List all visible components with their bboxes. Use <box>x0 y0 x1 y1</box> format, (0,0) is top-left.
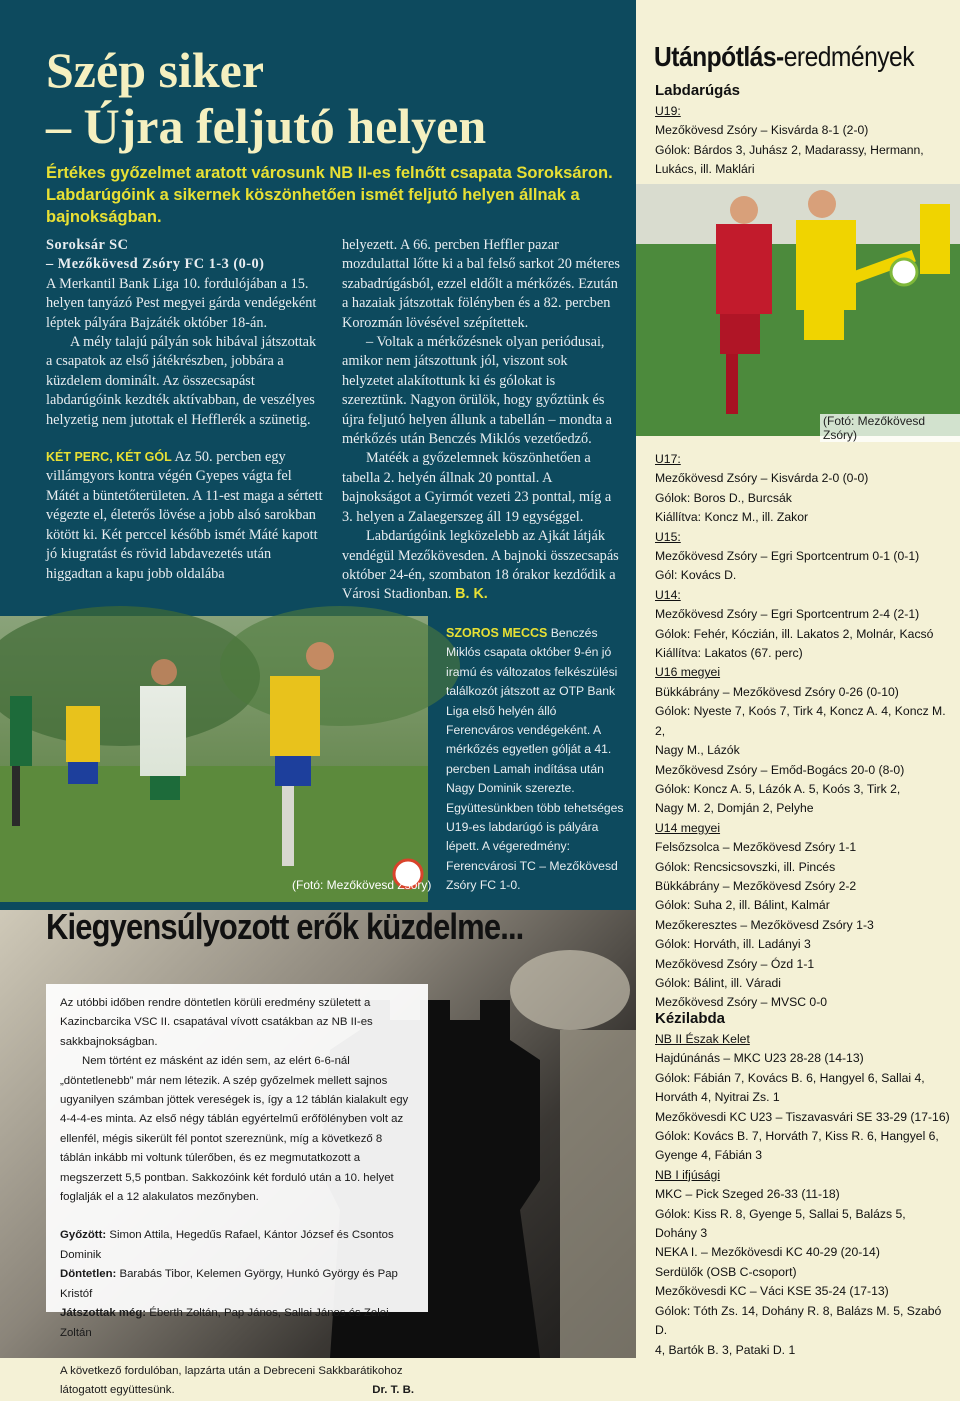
football-result-line: Gólok: Horváth, ill. Ladányi 3 <box>655 937 811 952</box>
chess-draw-label: Döntetlen: <box>60 1268 117 1281</box>
chess-played-label: Játszottak még: <box>60 1307 147 1320</box>
article-column-2 <box>342 236 622 605</box>
chess-paragraph-2: Nem történt ez másként az idén sem, az elért 6-6-nál „döntetlenebb” már nem létezik. A szép győzelmek mellett sajnos ugyanilyen számban jöttek vereségek is, így a 12 táblán kialakult egy 4-4-4-es minta. Az első négy táblán egyértelmű erőfölényben volt az ellenfél, mégis sikerült fél pontot szereznünk, míg a következő 8 táblán inkább mi voltunk túlerőben, és ez megmutatkozott a megszerzett 5,5 pontban. Sakkozóink két forduló után a 10. helyet foglalják el a 12 alakulatos mezőnyben. <box>60 1055 409 1204</box>
handball-result-line: Gólok: Kovács B. 7, Horváth 7, Kiss R. 6, Hangyel 6, <box>655 1129 939 1144</box>
football-category-label: U14: <box>655 587 681 602</box>
football-result-line: Nagy M., Lázók <box>655 743 740 758</box>
football-result-line: Kiállítva: Lakatos (67. perc) <box>655 646 803 661</box>
title-line-2: – Újra feljutó helyen <box>46 98 487 154</box>
football-result-line: Mezőkövesd Zsóry – MVSC 0-0 <box>655 995 828 1010</box>
chess-draw <box>60 1265 414 1304</box>
handball-result-line: Gólok: Tóth Zs. 14, Dohány R. 8, Balázs M. 5, Szabó D. <box>655 1303 942 1338</box>
handball-result-line: 4, Bartók B. 3, Pataki D. 1 <box>655 1342 796 1357</box>
football-result-line: Nagy M. 2, Domján 2, Pelyhe <box>655 801 814 816</box>
box-kicker: SZOROS MECCS <box>446 626 548 640</box>
football-result-line: Gólok: Boros D., Burcsák <box>655 490 792 505</box>
chess-title: Kiegyensúlyozott erők küzdelme... <box>46 906 524 947</box>
football-match-photo <box>0 616 428 902</box>
handball-result-line: Serdülők (OSB C-csoport) <box>655 1264 797 1279</box>
football-result-line: Mezőkövesd Zsóry – Egri Sportcentrum 2-4 (2-1) <box>655 607 920 622</box>
football-result-line: Mezőkövesd Zsóry – Kisvárda 2-0 (0-0) <box>655 471 869 486</box>
title-line-1: Szép siker <box>46 42 265 98</box>
handball-results-list <box>655 1008 950 1360</box>
football-photo-illustration <box>0 616 428 902</box>
chess-paragraph-3 <box>60 1362 414 1401</box>
paragraph-7-text: Labdarúgóink legközelebb az Ajkát látják vendégül Mezőkövesden. A bajnoki összecsapás október 24-én, szombaton 18 órakor kezdődik a Városi Stadionban. <box>342 528 619 603</box>
football-category-label: U14 megyei <box>655 820 721 835</box>
handball-result-line: MKC – Pick Szeged 26-33 (11-18) <box>655 1187 840 1202</box>
football-result-line: Mezőkövesd Zsóry – Egri Sportcentrum 0-1 (0-1) <box>655 549 920 564</box>
box-text: Benczés Miklós csapata október 9-én jó iramú és változatos felkészülési találkozót játszott az OTP Bank Liga első helyén álló Ferencváros vendégeként. A mérkőzés egyetlen gólját a 41. percben Lamah indítása után Nagy Dominik szerezte. Együttesünkben több tehetséges U19-es labdarúgó is pályára lépett. A végeredmény: Ferencvárosi TC – Mezőkövesd Zsóry FC 1-0. <box>446 626 624 893</box>
article-column-1 <box>46 236 326 584</box>
football-result-line: Gól: Kovács D. <box>655 568 737 583</box>
sidebar-title-rest: eredmények <box>783 41 915 72</box>
football-result-line: Gólok: Bálint, ill. Váradi <box>655 975 781 990</box>
football-result-line: Bükkábrány – Mezőkövesd Zsóry 0-26 (0-10) <box>655 684 899 699</box>
football-result-line: Mezőkövesd Zsóry – Emőd-Bogács 20-0 (8-0) <box>655 762 905 777</box>
football-result-line: Gólok: Koncz A. 5, Lázók A. 5, Koós 3, Tirk 2, <box>655 781 901 796</box>
chess-played <box>60 1304 414 1343</box>
youth-football-photo <box>636 184 960 436</box>
chess-article-box <box>46 984 428 1397</box>
chess-piece-white-icon <box>510 950 630 1030</box>
match-score: – Mezőkövesd Zsóry FC 1-3 (0-0) <box>46 256 265 273</box>
football-category-label: U16 megyei <box>655 665 721 680</box>
sidebar-title <box>654 40 914 74</box>
paragraph-1: A Merkantil Bank Liga 10. fordulójában a 15. helyen tanyázó Pest megyei gárda vendégeként léptek pályára Bajzáték október 18-án. <box>46 275 317 331</box>
football-result-line: Gólok: Rencsicsovszki, ill. Pincés <box>655 859 836 874</box>
football-category-label: U17: <box>655 452 681 466</box>
chess-won <box>60 1226 414 1265</box>
u19-line-1: Mezőkövesd Zsóry – Kisvárda 8-1 (2-0) <box>655 123 869 138</box>
chess-signature: Dr. T. B. <box>372 1384 414 1397</box>
youth-photo-caption: (Fotó: Mezőkövesd Zsóry) <box>820 414 960 442</box>
u19-line-3: Lukács, ill. Maklári <box>655 162 755 177</box>
chess-played-names: Éberth Zoltán, Pap János, Sallai János és Zelei Zoltán <box>60 1307 389 1339</box>
chess-won-names: Simon Attila, Hegedűs Rafael, Kántor József és Csontos Dominik <box>60 1229 394 1261</box>
chess-paragraph-3-text: A következő fordulóban, lapzárta után a Debreceni Sakkbarátikohoz látogatott együttesünk. <box>60 1364 403 1397</box>
paragraph-4: helyezett. A 66. percben Heffler pazar mozdulattal lőtte ki a bal felső sarkot 20 méteres szabadrúgásból, ezzel eldőlt a mérkőzés. Ezután a hazaiak játszottak fölényben és a 82. percben Korozmán lövésével szépítettek. <box>342 237 620 331</box>
football-category-label: U15: <box>655 529 681 544</box>
youth-photo-illustration <box>636 184 960 436</box>
handball-result-line: Mezőkövesdi KC U23 – Tiszavasvári SE 33-29 (17-16) <box>655 1109 950 1124</box>
handball-heading: Kézilabda <box>655 1010 726 1027</box>
ball-icon <box>891 259 917 285</box>
football-result-line: Mezőkeresztes – Mezőkövesd Zsóry 1-3 <box>655 917 874 932</box>
football-result-line: Gólok: Fehér, Kóczián, ill. Lakatos 2, Molnár, Kacsó <box>655 626 934 641</box>
photo-caption: (Fotó: Mezőkövesd Zsóry) <box>292 878 432 892</box>
handball-result-line: Gólok: Fábián 7, Kovács B. 6, Hangyel 6, Sallai 4, <box>655 1070 925 1085</box>
football-result-line: Gólok: Nyeste 7, Koós 7, Tirk 4, Koncz A. 4, Koncz M. 2, <box>655 704 946 738</box>
match-home: Soroksár SC <box>46 237 129 253</box>
football-result-line: Felsőzsolca – Mezőkövesd Zsóry 1-1 <box>655 840 857 855</box>
handball-result-line: Hajdúnánás – MKC U23 28-28 (14-13) <box>655 1051 864 1066</box>
handball-result-line: Gólok: Kiss R. 8, Gyenge 5, Sallai 5, Balázs 5, Dohány 3 <box>655 1206 906 1241</box>
football-results-list <box>655 450 950 1013</box>
handball-result-line: Mezőkövesdi KC – Váci KSE 35-24 (17-13) <box>655 1284 889 1299</box>
football-u19-block <box>655 80 950 180</box>
handball-category-label: NB I ifjúsági <box>655 1167 721 1182</box>
paragraph-3 <box>46 448 326 584</box>
sidebar-title-bold: Utánpótlás- <box>654 41 784 72</box>
handball-result-line: Horváth 4, Nyitrai Zs. 1 <box>655 1090 780 1105</box>
u19-label: U19: <box>655 104 681 118</box>
football-heading: Labdarúgás <box>655 82 741 99</box>
handball-result-line: Gyenge 4, Fábián 3 <box>655 1148 763 1163</box>
side-box-szoros-meccs <box>446 624 626 896</box>
chess-paragraph-1: Az utóbbi időben rendre döntetlen körüli eredmény született a Kazincbarcika VSC II. csapatával vívott csatákban az NB II-es sakkbajnokságban. <box>60 997 373 1048</box>
u19-line-2: Gólok: Bárdos 3, Juhász 2, Madarassy, Hermann, <box>655 142 924 157</box>
football-result-line: Kiállítva: Koncz M., ill. Zakor <box>655 510 809 525</box>
player-yellow-right <box>920 204 950 274</box>
football-result-line: Mezőkövesd Zsóry – Ózd 1-1 <box>655 956 815 971</box>
match-header <box>46 236 326 275</box>
paragraph-6: Matéék a győzelemnek köszönhetően a tabella 2. helyén állnak 20 ponttal. A bajnokságot a Gyirmót vezeti 23 ponttal, míg a 3. helyen a Zalaegerszeg áll 19 egységgel. <box>342 450 612 525</box>
football-result-line: Gólok: Suha 2, ill. Bálint, Kalmár <box>655 898 830 913</box>
player-yellow-left <box>66 706 100 784</box>
kicker-ket-perc: KÉT PERC, KÉT GÓL <box>46 450 172 465</box>
paragraph-7 <box>342 527 622 605</box>
handball-category-label: NB II Észak Kelet <box>655 1032 750 1046</box>
handball-result-line: NEKA I. – Mezőkövesdi KC 40-29 (20-14) <box>655 1245 880 1260</box>
chess-draw-names: Barabás Tibor, Kelemen György, Hunkó György és Pap Kristóf <box>60 1268 398 1300</box>
football-result-line: Bükkábrány – Mezőkövesd Zsóry 2-2 <box>655 878 857 893</box>
chess-won-label: Győzött: <box>60 1229 107 1242</box>
paragraph-2: A mély talajú pályán sok hibával játszottak a csapatok az első játékrészben, jobbára a küzdelem dominált. Az összecsapást labdarúgóink kezdték aktívabban, de veszélyes helyzetig nem jutottak el Hefflerék a szünetig. <box>46 334 317 428</box>
article-title <box>46 42 626 154</box>
paragraph-3-text: Az 50. percben egy villámgyors kontra végén Gyepes vágta fel Mátét a büntetőterületen. A 11-est maga a sértett végezte el, életerős lövése a jobb alsó sarokban kötött ki. Két perccel később ismét Máté kapott jó kiugratást és rövid labdavezetés után higgadtan a kapu jobb oldalába <box>46 449 323 582</box>
article-signature: B. K. <box>455 586 488 603</box>
article-lead: Értékes győzelmet aratott városunk NB II-es felnőtt csapata Soroksáron. Labdarúgóink a sikernek köszönhetően ismét feljutó helyen állnak a bajnokságban. <box>46 164 613 226</box>
paragraph-5: – Voltak a mérkőzésnek olyan periódusai, amikor nem játszottunk jól, viszont sok helyzetet alakítottunk ki és gólokat is szereztünk. Nagyon örülök, hogy győztünk és újra feljutó helyen állunk a tabellán – mondta a mérkőzés után Benczés Miklós vezetőedző. <box>342 334 612 448</box>
